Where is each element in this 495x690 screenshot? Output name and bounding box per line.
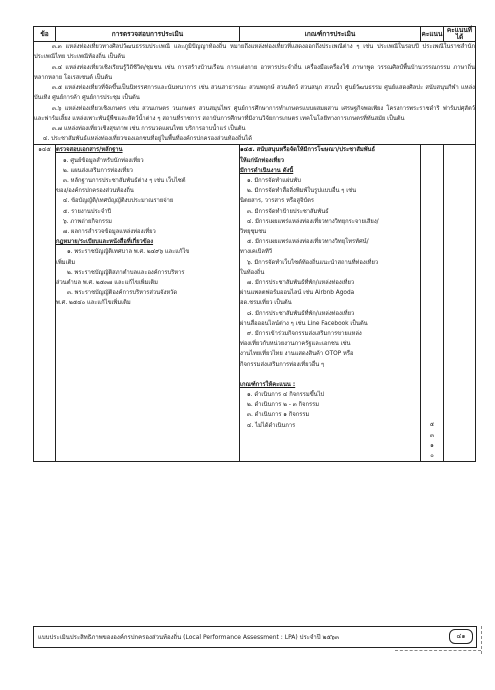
law-item: ๓. พระราชบัญญัติองค์การบริหารส่วนจังหวัด: [67, 290, 178, 297]
intro-paragraph: ๓.๔ แหล่งท่องเที่ยวเชิงเรียนรู้วิถีชีวิต/ชุมชน เช่น การสร้างบ้านเรือน การแต่งกาย อาหารประจำถิ่น เครื่องมือเครื่องใช้ ภาษาพูด วรรณศิลป์พื้นบ้านวรรณกรรม ภาษาถิ่น หลากหลาย โอเรสเซนต์ เป็นต้น: [34, 64, 475, 81]
law-item: ๑. พระราชบัญญัติเทศบาล พ.ศ. ๒๔๙๖ และแก้ไข: [67, 249, 190, 256]
page-number: ๔๑: [449, 629, 473, 644]
method-item: ๖. ภาพถ่ายกิจกรรม: [63, 218, 112, 225]
intro-row: [34, 42, 476, 145]
result-cell[interactable]: [444, 145, 476, 462]
law-item: ๒. พระราชบัญญัติสภาตำบลและองค์การบริหาร: [67, 269, 185, 276]
criteria-item: ๑. มีการจัดทำแผ่นพับ: [247, 177, 301, 184]
score-value: ๕: [429, 422, 435, 429]
method-item: ๑. ศูนย์ข้อมูลสำหรับนักท่องเที่ยว: [63, 157, 144, 164]
score-value: ๑: [430, 442, 434, 449]
method-item: ๒. แผนส่งเสริมการท่องเที่ยว: [63, 167, 133, 174]
assessment-table: [33, 26, 476, 462]
header-score: คะแนน: [421, 27, 444, 42]
criteria-row: [34, 145, 476, 462]
score-value: ๓: [430, 432, 434, 439]
criteria-item: ๖. มีการจัดทำเว็บไซต์ท้องถิ่นแนะนำสถานที่ท่องเที่ยว: [247, 259, 379, 266]
intro-paragraph: ๓.๖ แหล่งท่องเที่ยวเชิงเกษตร เช่น สวนเกษตร วนเกษตร สวนสมุนไพร ศูนย์การศึกษาการทำเกษตรแบบผสมผสาน เศรษฐกิจพอเพียง โครงการพระราชดำริ ฟาร์มปศุสัตว์ และฟาร์มเลี้ยง แหล่งเพาะพันธุ์พืชและสัตว์น้ำต่าง ๆ สถานที่ราชการ สถาบันการศึกษาที่มีงานวิจัยการเกษตร เทคโนโลยีทางการเกษตรที่ทันสมัย เป็นต้น: [34, 105, 475, 122]
page-footer: [33, 626, 477, 648]
criteria-item: ทางเคเบิลทีวี: [240, 249, 273, 256]
item-number: ๑๔๕: [34, 145, 56, 462]
footer-dashed-border: [481, 626, 483, 654]
criteria-title: ให้แก่นักท่องเที่ยว: [240, 157, 284, 164]
method-item: ของ/องค์กรปกครองส่วนท้องถิ่น: [56, 188, 134, 195]
criteria-item: ๔. มีการเผยแพร่แหล่งท่องเที่ยวทางวิทยุกระจายเสียง/: [247, 218, 379, 225]
criteria-item: ฮด.ชรมเที่ยว เป็นต้น: [240, 300, 292, 307]
score-cell: [421, 145, 444, 462]
score-value: ๐: [430, 452, 434, 459]
spacer: [240, 370, 420, 380]
method-item: ๗. ผลการสำรวจข้อมูลแหล่งท่องเที่ยว: [63, 228, 156, 235]
intro-paragraph: ๓.๕ แหล่งท่องเที่ยวที่จัดขึ้นเป็นนิทรรศการและนันทนาการ เช่น สวนสาธารณะ สวนพฤกษ์ สวนสัตว์ สวนสนุก สวนน้ำ ศูนย์วัฒนธรรม ศูนย์แสดงศิลปะ สนับสนุนกีฬา แหล่งบันเทิง ศูนย์การค้า ศูนย์การประชุม เป็นต้น: [34, 85, 475, 102]
header-no: ข้อ: [34, 27, 56, 42]
criteria-item: ๗. มีการประชาสัมพันธ์ที่พัก/แหล่งท่องเที่ยว: [247, 279, 355, 286]
intro-text: [34, 42, 476, 145]
criteria-item: ๕. มีการเผยแพร่แหล่งท่องเที่ยวทางวิทยุโทรทัศน์/: [247, 239, 369, 246]
scoring-item: ๒. ดำเนินการ ๒ - ๓ กิจกรรม: [247, 402, 320, 409]
scoring-heading: เกณฑ์การให้คะแนน :: [240, 381, 296, 388]
intro-paragraph: ๓.๓ แหล่งท่องเที่ยวทางศิลปวัฒนธรรมประเพณี และภูมิปัญญาท้องถิ่น หมายถึงแหล่งท่องเที่ยวที่แสดงออกถึงประเพณีต่าง ๆ เช่น ประเพณีในรอบปี ประเพณีในราชสำนัก ประเพณีไทย ประเพณีท้องถิ่น เป็นต้น: [34, 44, 475, 61]
criteria-item: วิทยุชุมชน: [240, 228, 267, 235]
scoring-item: ๓. ดำเนินการ ๑ กิจกรรม: [247, 412, 310, 419]
law-item: พ.ศ. ๒๕๔๐ และแก้ไขเพิ่มเติม: [56, 300, 131, 307]
intro-paragraph: ๔. ประชาสัมพันธ์แหล่งท่องเที่ยวของเอกชนที่อยู่ในพื้นที่องค์กรปกครองส่วนท้องถิ่นได้: [43, 136, 252, 143]
footer-text: แบบประเมินประสิทธิภาพขององค์กรปกครองส่วนท้องถิ่น (Local Performance Assessment : LPA) ประจำปี ๒๕๖๓: [38, 634, 339, 641]
method-heading: ตรวจสอบเอกสาร/หลักฐาน: [56, 147, 123, 154]
criteria-item: ในท้องถิ่น: [240, 269, 265, 276]
spacer: [421, 145, 443, 420]
method-item: ๕. รายงานประจำปี: [63, 208, 112, 215]
criteria-item: ผ่านสื่อออนไลน์ต่าง ๆ เช่น Line Facebook เป็นต้น: [240, 320, 368, 327]
law-item: เพิ่มเติม: [56, 259, 76, 266]
scoring-item: ๑. ดำเนินการ ๔ กิจกรรมขึ้นไป: [247, 391, 325, 398]
method-item: ๓. หลักฐานการประชาสัมพันธ์ต่าง ๆ เช่น เว็บไซต์: [63, 177, 186, 184]
criteria-item: ท่องเที่ยวกับหน่วยงานภาครัฐและเอกชน เช่น: [240, 341, 351, 348]
header-method: การตรวจสอบการประเมิน: [56, 27, 240, 42]
method-cell: [56, 145, 240, 462]
footer-dashed-border: [395, 650, 481, 652]
law-item: ส่วนตำบล พ.ศ. ๒๕๓๗ และแก้ไขเพิ่มเติม: [56, 279, 158, 286]
criteria-item: ๒. มีการจัดทำสื่อสิ่งพิมพ์ในรูปแบบอื่น ๆ เช่น: [247, 188, 357, 195]
header-criteria: เกณฑ์การประเมิน: [240, 27, 421, 42]
criteria-item: ๙. มีการเข้าร่วมกิจกรรมส่งเสริมการขายแหล่ง: [247, 330, 362, 337]
method-item: ๔. ข้อบัญญัติ/เทศบัญญัติงบประมาณรายจ่าย: [63, 198, 174, 205]
criteria-item: งานไทยเที่ยวไทย งานแสดงสินค้า OTOP หรือ: [240, 351, 354, 358]
criteria-item: ผ่านแพลตฟอร์มออนไลน์ เช่น Airbnb Agoda: [240, 290, 355, 297]
table-header-row: [34, 27, 476, 42]
scoring-item: ๔. ไม่ได้ดำเนินการ: [247, 422, 296, 429]
criteria-item: ๓. มีการจัดทำป้ายประชาสัมพันธ์: [247, 208, 329, 215]
header-result: คะแนนที่ได้: [444, 27, 476, 42]
intro-paragraph: ๓.๗ แหล่งท่องเที่ยวเชิงสุขภาพ เช่น การนวดแผนไทย บริการอาบน้ำแร่ เป็นต้น: [52, 125, 246, 132]
criteria-item: นิตยสาร, วารสาร หรือสูจิบัตร: [240, 198, 314, 205]
criteria-subheading: มีการดำเนินงาน ดังนี้: [240, 167, 294, 174]
law-heading: กฎหมาย/ระเบียบและหนังสือที่เกี่ยวข้อง: [56, 239, 154, 246]
criteria-item: ๘. มีการประชาสัมพันธ์ที่พัก/แหล่งท่องเที่ยว: [247, 310, 355, 317]
criteria-item: กิจกรรมส่งเสริมการท่องเที่ยวอื่น ๆ: [240, 361, 325, 368]
criteria-title: ๑๔๕. สนับสนุนหรือจัดให้มีการโฆษณา/ประชาสัมพันธ์: [240, 147, 376, 154]
criteria-cell: [240, 145, 421, 462]
